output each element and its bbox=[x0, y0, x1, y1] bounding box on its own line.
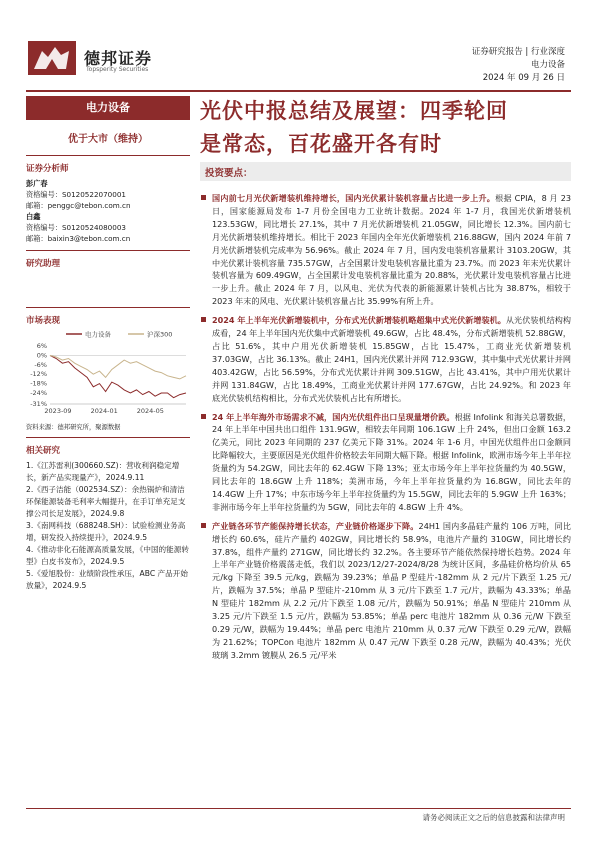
x-tick-label: 2024-01 bbox=[90, 407, 118, 415]
abstract-label: 投资要点： bbox=[205, 168, 253, 179]
paragraph-lead: 2024 年上半年光伏新增装机中，分布式光伏新增装机略超集中式光伏新增装机。 bbox=[212, 315, 506, 326]
brand-name-en: Topsperity Securities bbox=[86, 66, 149, 73]
analyst-email[interactable]: penggc@tebon.com.cn bbox=[47, 201, 131, 210]
related-list bbox=[26, 460, 190, 592]
related-item[interactable]: 3.《南网科技（688248.SH）：试验检测业务高增，研发投入持续提升》，2024.9.5 bbox=[26, 521, 186, 542]
cert-label: 资格编号： bbox=[26, 223, 62, 232]
footer-divider bbox=[26, 808, 571, 809]
abstract-paragraph bbox=[200, 192, 571, 308]
y-tick-label: 0% bbox=[36, 351, 47, 360]
related-item[interactable]: 4.《推动非化石能源高质量发展，《中国的能源转型》白皮书发布》，2024.9.5 bbox=[26, 545, 189, 566]
report-type: 证券研究报告 | 行业深度 bbox=[471, 47, 565, 57]
x-tick-label: 2023-09 bbox=[44, 407, 72, 415]
analyst-block-2 bbox=[26, 211, 190, 244]
cert-label: 资格编号： bbox=[26, 190, 62, 199]
header-meta bbox=[472, 46, 565, 85]
y-tick-label: -31% bbox=[30, 400, 47, 408]
cert-number: S0120522070001 bbox=[61, 190, 126, 199]
paragraph-body: 从光伏装机结构构成看，24 年上半年国内光伏集中式新增装机 49.6GW，占比 48.4%，分布式新增装机 52.88GW，占比 51.6%，其中户用光伏新增装机 15.85GW，占比 15.47%，工商业光伏新增装机 37.03GW，占比 36.13%。截止 24H1，国内光伏累计并网 712.93GW，其中集中式光伏累计并网 403.42GW，占比 56.59%，分布式光伏累计并网 309.51GW，占比 43.41%，其中户用光伏累计并网 131.84GW，占比 18.49%，工商业光伏累计并网 177.67GW，占比 24.92%。和 2023 年底光伏装机结构相比，分布式光伏装机占比有所增长。 bbox=[212, 315, 571, 403]
analyst-email[interactable]: baixin3@tebon.com.cn bbox=[47, 234, 131, 243]
y-tick-label: -6% bbox=[34, 360, 47, 369]
header-divider bbox=[26, 90, 571, 92]
related-item[interactable]: 5.《爱旭股份：业绩阶段性承压，ABC 产品开始放量》，2024.9.5 bbox=[26, 569, 188, 590]
paragraph-lead: 24 年上半年海外市场需求不减，国内光伏组件出口呈现量增价跌。 bbox=[212, 411, 455, 422]
market-chart bbox=[26, 326, 190, 422]
market-section-title: 市场表现 bbox=[26, 316, 61, 326]
bullet-icon bbox=[201, 523, 206, 528]
analyst-name: 彭广春 bbox=[26, 179, 48, 188]
related-item[interactable]: 1.《江苏雷利(300660.SZ)：营收利润稳定增长，新产品实现量产》，2024.9.11 bbox=[26, 461, 180, 482]
cert-number: S0120524080003 bbox=[61, 223, 126, 232]
legend-label: 电力设备 bbox=[85, 330, 111, 339]
related-section-title: 相关研究 bbox=[26, 446, 61, 456]
series-line bbox=[50, 355, 186, 397]
abstract-paragraph bbox=[200, 520, 571, 662]
brand-name: 德邦证券 bbox=[84, 49, 153, 68]
paragraph-body: 根据 CPIA，8 月 23 日，国家能源局发布 1-7 月份全国电力工业统计数据。2024 年 1-7 月，我国光伏新增装机 123.53GW，同比增长 27.1%，其中 7 月光伏新增装机 21.05GW，同比增长 12.3%。国内前七月光伏新增装机维持增长。相比于 2023 年国内全年光伏新增装机 216.88GW，国内 2024 年前 7 月光伏新增装机完成率为 56.96%。截止 2024 年 7 月，国内发电装机容量累计 3103.20GW，其中光伏累计装机容量 735.57GW，占全国累计发电装机容量比重为 23.7%。而 2023 年末光伏累计装机容量为 609.49GW，占全国累计发电装机容量比重为 20.88%，光伏累计发电装机容量占比进一步上升。截止 2024 年 7 月，以风电、光伏为代表的新能源累计装机占比为 38.87%，相较于 2023 年末的风电、光伏累计装机容量占比 35.99%有所上升。 bbox=[212, 193, 571, 307]
divider bbox=[26, 437, 190, 438]
market-performance-chart bbox=[26, 326, 190, 418]
bullet-icon bbox=[201, 195, 206, 200]
abstract-body bbox=[200, 192, 571, 668]
paragraph-body: 24H1 国内多晶硅产量约 106 万吨，同比增长约 60.6%，硅片产量约 402GW，同比增长约 58.9%，电池片产量约 310GW，同比增长约 37.8%，组件产量约 271GW，同比增长约 32.2%。各主要环节产能依然保持增长趋势。2024 年上半年产业链价格震荡走低，我们以 2023/12/27-2024/8/28 为统计区间，多晶硅价格均价从 65 元/kg 下降至 39.5 元/kg，跌幅为 39.23%；单晶 P 型硅片-182mm 从 2 元/片下跌至 1.25 元/片，跌幅为 37.5%；单晶 P 型硅片-210mm 从 3 元/片下跌至 1.7 元/片，跌幅为 43.33%；单晶 N 型硅片 182mm 从 2.2 元/片下跌至 1.08 元/片，跌幅为 50.91%；单晶 N 型硅片 210mm 从 3.25 元/片下跌至 1.5 元/片，跌幅为 53.85%；单晶 perc 电池片 182mm 从 0.36 元/W 下跌至 0.29 元/W，跌幅为 19.44%；单晶 perc 电池片 210mm 从 0.37 元/W 下跌至 0.29 元/W，跌幅为 21.62%；TOPCon 电池片 182mm 从 0.47 元/W 下跌至 0.28 元/W，跌幅为 40.43%；光伏玻璃 3.2mm 镀膜从 26.5 元/平米 bbox=[212, 520, 571, 660]
related-item[interactable]: 2.《西子洁能（002534.SZ）：余热锅炉和清洁环保能源装备毛利率大幅提升，在手订单充足支撑公司长足发展》，2024.9.8 bbox=[26, 485, 186, 518]
assistant-section-title: 研究助理 bbox=[26, 259, 61, 269]
analyst-block-1 bbox=[26, 178, 190, 211]
y-tick-label: -24% bbox=[30, 389, 47, 398]
sector-banner: 电力设备 bbox=[26, 96, 190, 120]
chart-source: 资料来源：德邦研究所，聚源数据 bbox=[26, 424, 121, 431]
y-tick-label: -18% bbox=[30, 379, 47, 388]
y-tick-label: -12% bbox=[30, 370, 47, 379]
email-label: 邮箱： bbox=[26, 234, 48, 243]
email-label: 邮箱： bbox=[26, 201, 48, 210]
abstract-paragraph bbox=[200, 314, 571, 404]
series-line bbox=[50, 355, 186, 379]
paragraph-lead: 国内前七月光伏新增装机维持增长，国内光伏累计装机容量占比进一步上升。 bbox=[212, 193, 496, 203]
bullet-icon bbox=[201, 317, 206, 322]
legend-label: 沪深300 bbox=[147, 330, 173, 339]
divider bbox=[26, 250, 190, 251]
report-title bbox=[200, 95, 572, 161]
paragraph-body: 根据 Infolink 和海关总署数据，24 年上半年中国共出口组件 131.9GW，相较去年同期 106.1GW 上升 24%，但出口金额 163.2 亿美元，同比 2023 年同期的 237 亿美元下降 31%。2024 年 1-6 月，中国光伏组件出口金额同比降幅较大，主要原因是光伏组件价格较去年同期大幅下降。根据 Infolink，欧洲市场今年上半年拉货量约为 54.2GW，同比去年的 62.4GW 下降 13%；亚太市场今年上半年拉货量约为 40.5GW，同比去年的 18.6GW 上升 118%；美洲市场，今年上半年拉货量约为 16.8GW，同比去年的 14.4GW 上升 17%；中东市场今年上半年拉货量约为 15.5GW，同比去年的 5.9GW 上升 163%；非洲市场今年上半年拉货量约为 5GW，同比去年的 4.8GW 上升 4%。 bbox=[212, 411, 571, 512]
title-line-1: 光伏中报总结及展望：四季轮回 bbox=[200, 99, 508, 123]
paragraph-lead: 产业链各环节产能保持增长状态，产业链价格逐步下降。 bbox=[212, 520, 419, 531]
rating: 优于大市（维持） bbox=[68, 134, 148, 145]
abstract-header-bar bbox=[200, 162, 571, 181]
bullet-icon bbox=[201, 414, 206, 419]
report-industry: 电力设备 bbox=[530, 60, 565, 70]
divider bbox=[26, 307, 190, 308]
analyst-section-title: 证券分析师 bbox=[26, 164, 69, 174]
x-tick-label: 2024-05 bbox=[136, 407, 164, 415]
analyst-name: 白鑫 bbox=[26, 212, 41, 221]
company-logo bbox=[28, 41, 76, 75]
divider bbox=[26, 155, 190, 156]
title-line-2: 是常态，百花盛开各有时 bbox=[200, 132, 442, 156]
footer-disclaimer: 请务必阅读正文之后的信息披露和法律声明 bbox=[422, 813, 565, 822]
report-date: 2024 年 09 月 26 日 bbox=[482, 73, 565, 83]
abstract-paragraph bbox=[200, 411, 571, 514]
y-tick-label: 6% bbox=[36, 342, 47, 350]
sidebar bbox=[26, 96, 190, 592]
